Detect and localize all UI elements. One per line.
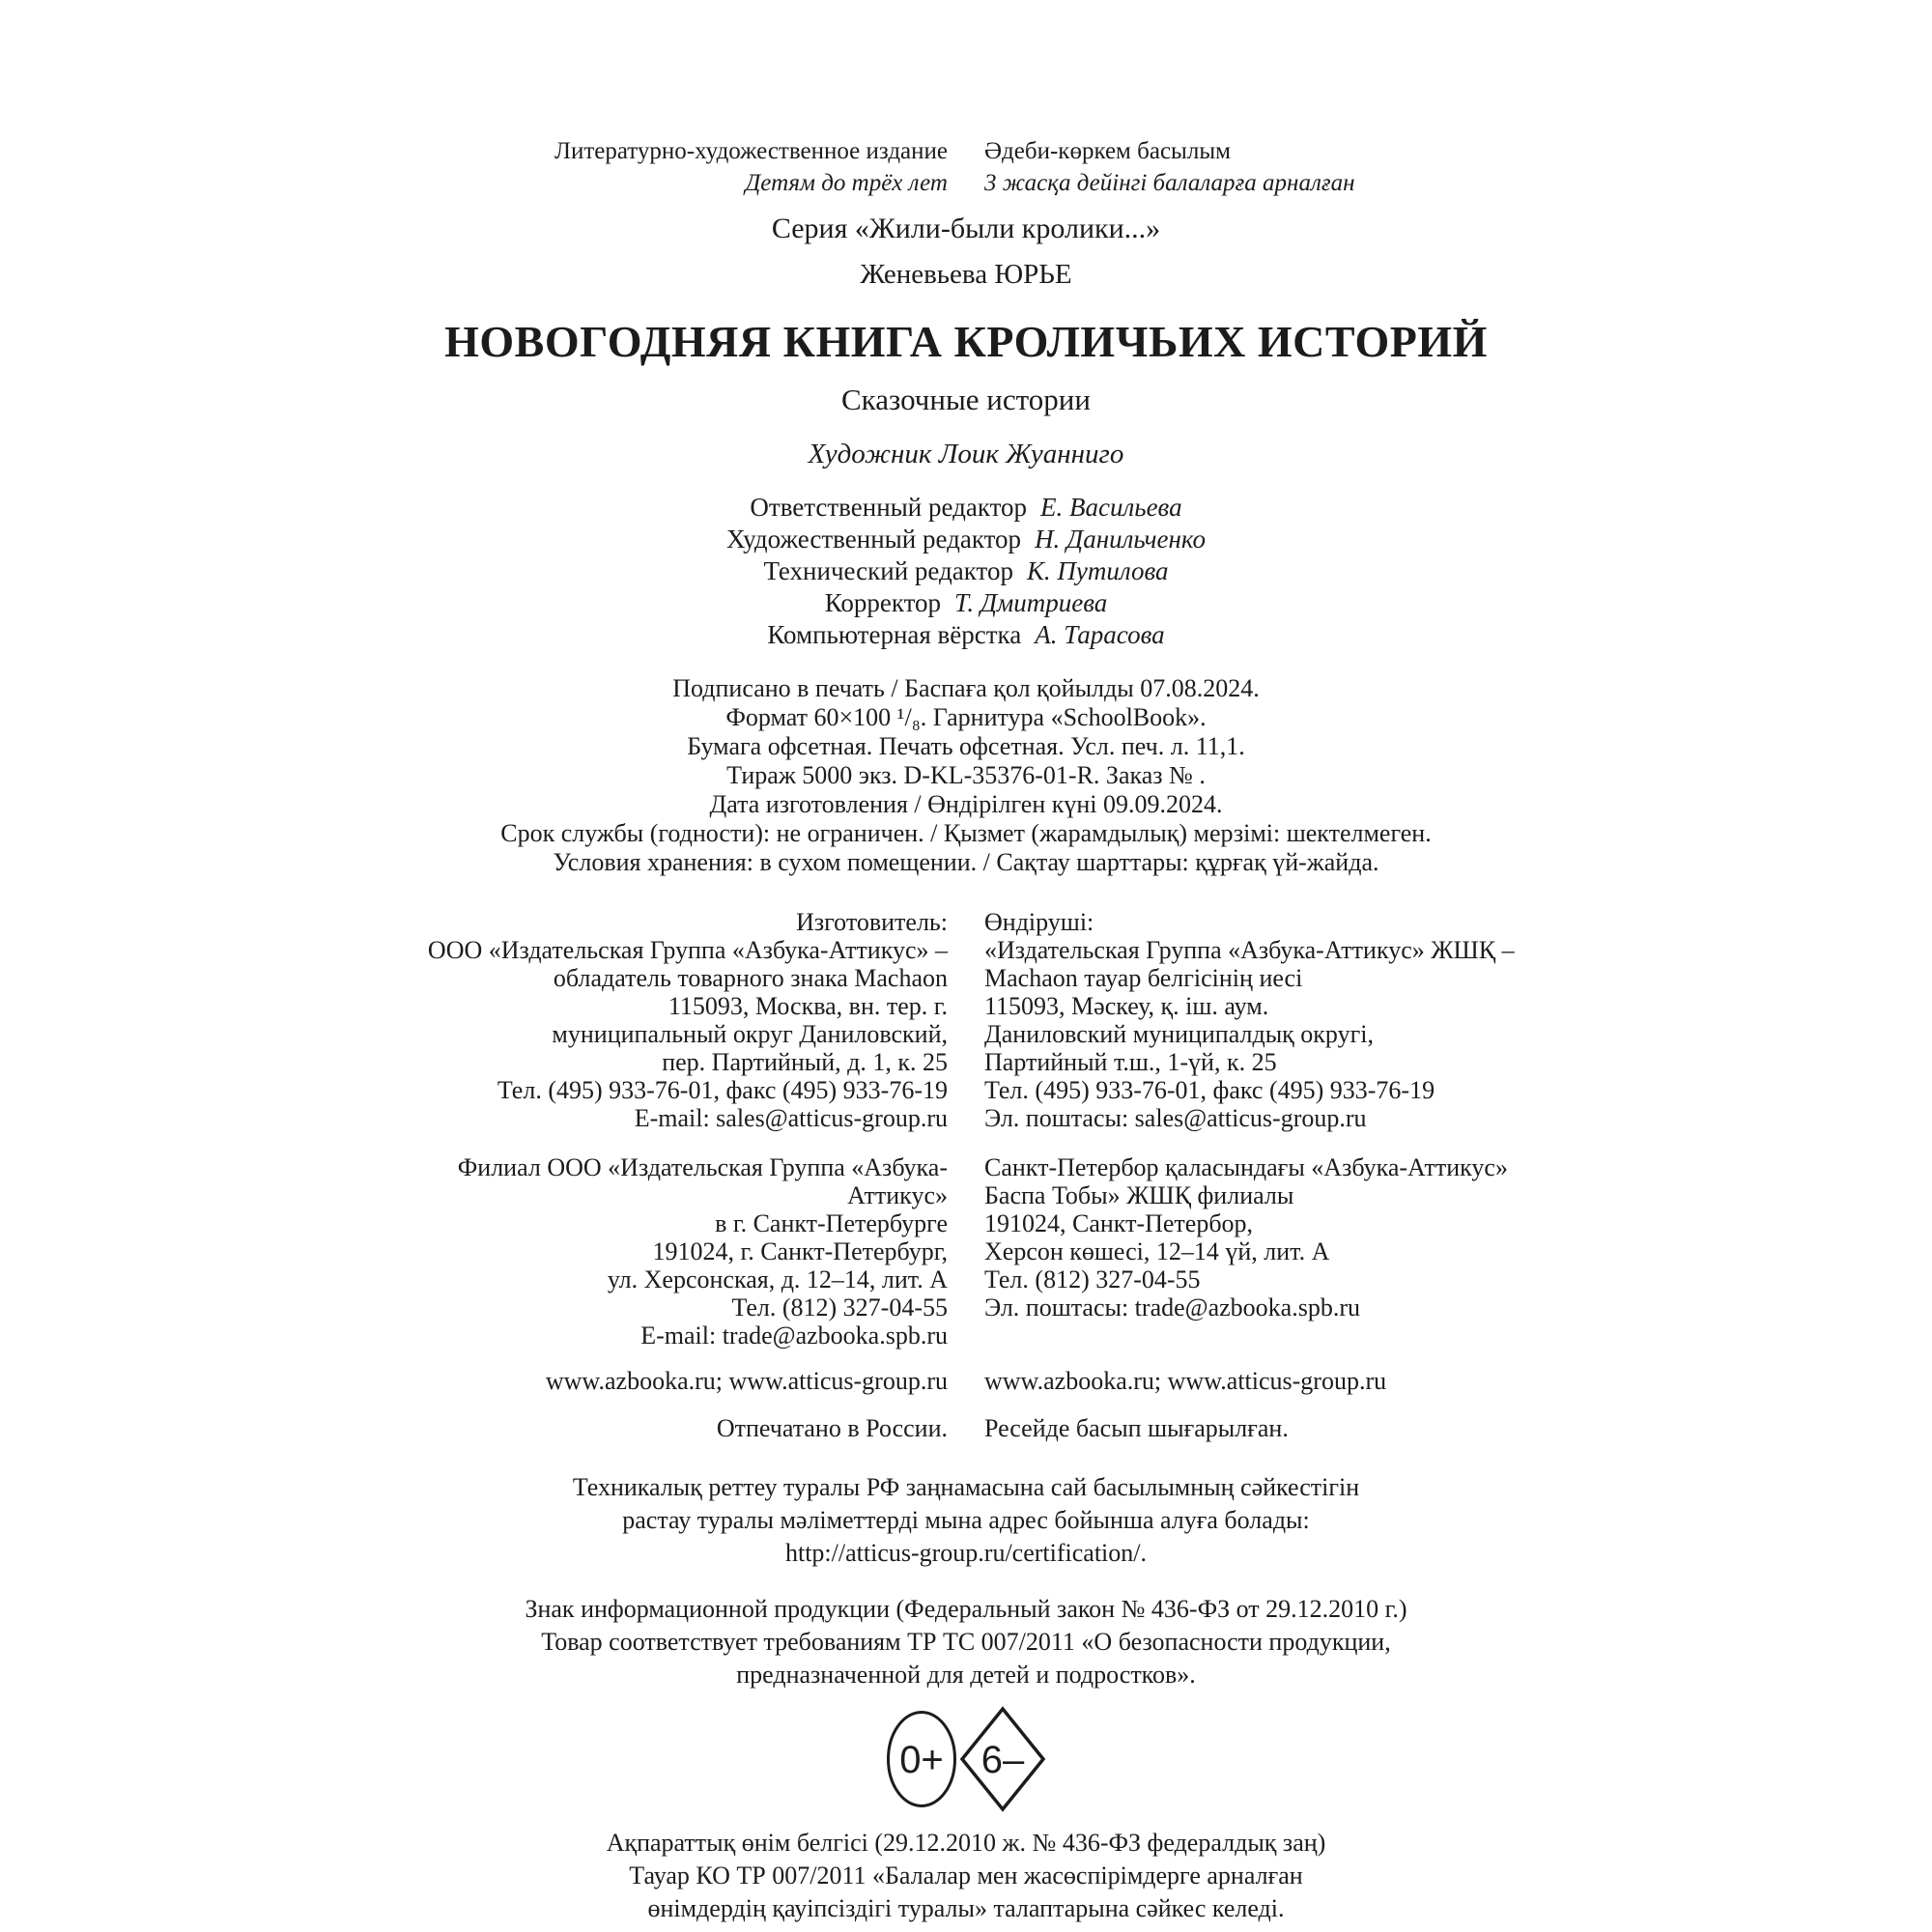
manufacturer-block xyxy=(367,908,1565,1132)
info-sign-kz-block xyxy=(367,1827,1565,1925)
websites-row xyxy=(367,1367,1565,1395)
branch-kz-line: Баспа Тобы» ЖШҚ филиалы xyxy=(984,1181,1294,1209)
credit-role: Художественный редактор xyxy=(725,525,1022,554)
info-sign-ru-line: Знак информационной продукции (Федеральный закон № 436-ФЗ от 29.12.2010 г.) xyxy=(525,1595,1407,1623)
edition-type-ru: Литературно-художественное издание xyxy=(554,138,948,164)
branch-ru-line: Тел. (812) 327-04-55 xyxy=(731,1293,948,1321)
age-note-kz: 3 жасқа дейінгі балаларға арналған xyxy=(984,170,1355,196)
print-info-block xyxy=(367,674,1565,877)
info-sign-kz-line: өнімдердің қауіпсіздігі туралы» талаптарына сәйкес келеді. xyxy=(647,1894,1285,1922)
branch-kz-line: 191024, Санкт-Петербор, xyxy=(984,1209,1254,1237)
age-mark-diamond-label: 6– xyxy=(980,1739,1025,1781)
credit-line xyxy=(367,555,1565,587)
manufacturer-ru-line: обладатель товарного знака Machaon xyxy=(553,964,948,992)
manufacturer-kz-line: Даниловский муниципалдық округі, xyxy=(984,1020,1374,1048)
branch-ru-line: E-mail: trade@azbooka.spb.ru xyxy=(640,1321,948,1350)
credit-role: Компьютерная вёрстка xyxy=(767,620,1022,649)
manufacturer-kz-line: Тел. (495) 933-76-01, факс (495) 933-76-19 xyxy=(984,1076,1435,1104)
branch-ru-line: 191024, г. Санкт-Петербург, xyxy=(652,1237,948,1265)
credit-role: Технический редактор xyxy=(763,556,1013,585)
manufacturer-kz-line: 115093, Мәскеу, қ. іш. аум. xyxy=(984,992,1269,1020)
branch-kz xyxy=(984,1153,1565,1350)
branch-ru-line: Филиал ООО «Издательская Группа «Азбука-Аттикус» xyxy=(457,1153,948,1209)
manufacturer-kz-line: Өндіруші: xyxy=(984,908,1094,936)
credit-name: Е. Васильева xyxy=(1040,493,1182,522)
printed-in-row xyxy=(367,1414,1565,1442)
manufacturer-ru-line: E-mail: sales@atticus-group.ru xyxy=(634,1104,948,1132)
credits-block xyxy=(367,492,1565,651)
credit-name: А. Тарасова xyxy=(1035,620,1165,649)
edition-type-row xyxy=(367,135,1565,167)
branch-kz-line: Херсон көшесі, 12–14 үй, лит. А xyxy=(984,1237,1330,1265)
websites-ru: www.azbooka.ru; www.atticus-group.ru xyxy=(545,1367,948,1395)
branch-kz-line: Тел. (812) 327-04-55 xyxy=(984,1265,1201,1293)
manufacturer-kz-line: «Издательская Группа «Азбука-Аттикус» ЖШҚ – xyxy=(984,936,1515,964)
age-mark-circle-label: 0+ xyxy=(899,1739,944,1781)
info-sign-ru-block xyxy=(367,1593,1565,1691)
manufacturer-ru-line: Изготовитель: xyxy=(796,908,948,936)
printed-in-kz: Ресейде басып шығарылған. xyxy=(984,1414,1289,1442)
print-info-line: Формат 60×100 ¹/₈. Гарнитура «SchoolBook». xyxy=(725,703,1207,731)
branch-ru xyxy=(367,1153,948,1350)
manufacturer-ru-line: ООО «Издательская Группа «Азбука-Аттикус» – xyxy=(427,936,948,964)
colophon-content xyxy=(367,0,1565,1925)
certification-kz-block xyxy=(367,1471,1565,1570)
credit-line xyxy=(367,619,1565,651)
info-sign-ru-line: предназначенной для детей и подростков». xyxy=(736,1661,1196,1689)
branch-kz-line: Эл. поштасы: trade@azbooka.spb.ru xyxy=(984,1293,1360,1321)
age-note-ru: Детям до трёх лет xyxy=(745,170,948,196)
manufacturer-ru-line: 115093, Москва, вн. тер. г. xyxy=(668,992,948,1020)
book-title: НОВОГОДНЯЯ КНИГА КРОЛИЧЬИХ ИСТОРИЙ xyxy=(444,317,1488,366)
certification-url: http://atticus-group.ru/certification/. xyxy=(784,1539,1147,1567)
manufacturer-ru-line: муниципальный округ Даниловский, xyxy=(552,1020,948,1048)
credit-line xyxy=(367,492,1565,524)
artist-credit: Художник Лоик Жуанниго xyxy=(808,439,1124,469)
print-info-line: Подписано в печать / Баспаға қол қойылды 07.08.2024. xyxy=(672,674,1260,702)
printed-in-ru: Отпечатано в России. xyxy=(716,1414,948,1442)
branch-kz-line: Санкт-Петербор қаласындағы «Азбука-Аттикус» xyxy=(984,1153,1508,1181)
certification-kz-line: Техникалық реттеу туралы РФ заңнамасына сай басылымның сәйкестігін xyxy=(572,1473,1360,1501)
manufacturer-kz-line: Партийный т.ш., 1-үй, к. 25 xyxy=(984,1048,1277,1076)
credit-role: Корректор xyxy=(824,588,942,617)
print-info-line: Дата изготовления / Өндірілген күні 09.09.2024. xyxy=(709,790,1223,818)
age-marks xyxy=(367,1705,1565,1813)
manufacturer-kz-line: Machaon тауар белгісінің иесі xyxy=(984,964,1303,992)
websites-kz: www.azbooka.ru; www.atticus-group.ru xyxy=(984,1367,1387,1395)
age-mark-diamond-icon xyxy=(958,1705,1047,1813)
credit-name: Т. Дмитриева xyxy=(954,588,1108,617)
print-info-line: Срок службы (годности): не ограничен. / Қызмет (жарамдылық) мерзімі: шектелмеген. xyxy=(500,819,1432,847)
info-sign-kz-line: Тауар КО ТР 007/2011 «Балалар мен жасөспірімдерге арналған xyxy=(629,1861,1303,1889)
print-info-line: Условия хранения: в сухом помещении. / Сақтау шарттары: құрғақ үй-жайда. xyxy=(553,848,1379,876)
manufacturer-ru xyxy=(367,908,948,1132)
manufacturer-ru-line: Тел. (495) 933-76-01, факс (495) 933-76-19 xyxy=(497,1076,948,1104)
info-sign-kz-line: Ақпараттық өнім белгісі (29.12.2010 ж. № 436-ФЗ федералдық заң) xyxy=(606,1829,1326,1857)
credit-name: Н. Данильченко xyxy=(1035,525,1207,554)
manufacturer-kz-line: Эл. поштасы: sales@atticus-group.ru xyxy=(984,1104,1367,1132)
credit-line xyxy=(367,524,1565,555)
branch-ru-line: ул. Херсонская, д. 12–14, лит. А xyxy=(607,1265,948,1293)
credit-line xyxy=(367,587,1565,619)
certification-kz-line: растау туралы мәліметтерді мына адрес бойынша алуға болады: xyxy=(622,1506,1310,1534)
manufacturer-ru-line: пер. Партийный, д. 1, к. 25 xyxy=(662,1048,948,1076)
edition-type-kz: Әдеби-көркем басылым xyxy=(984,138,1231,164)
credit-name: К. Путилова xyxy=(1026,556,1169,585)
info-sign-ru-line: Товар соответствует требованиям ТР ТС 007/2011 «О безопасности продукции, xyxy=(541,1628,1391,1656)
age-mark-circle-icon xyxy=(885,1709,958,1809)
age-note-row xyxy=(367,167,1565,199)
branch-block xyxy=(367,1153,1565,1350)
branch-ru-line: в г. Санкт-Петербурге xyxy=(715,1209,948,1237)
print-info-line: Тираж 5000 экз. D-KL-35376-01-R. Заказ № . xyxy=(726,761,1206,789)
author-name: Женевьева ЮРЬЕ xyxy=(860,259,1072,290)
series-title: Серия «Жили-были кролики...» xyxy=(771,213,1161,244)
print-info-line: Бумага офсетная. Печать офсетная. Усл. печ. л. 11,1. xyxy=(687,732,1245,760)
credit-role: Ответственный редактор xyxy=(750,493,1028,522)
book-subtitle: Сказочные истории xyxy=(841,383,1091,416)
manufacturer-kz xyxy=(984,908,1565,1132)
